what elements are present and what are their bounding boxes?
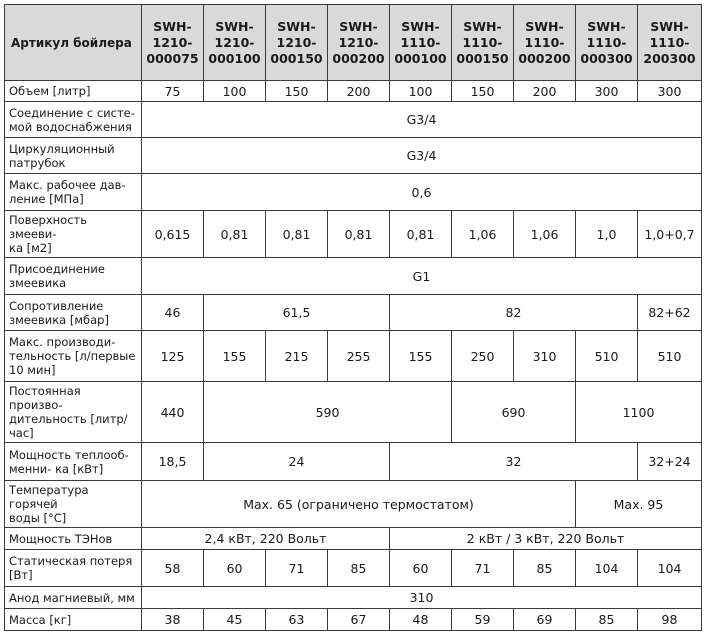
value-cell-mass: 38 [142,609,204,631]
row-label-line: ление [МПа] [9,192,84,206]
header-model-8 [576,5,638,81]
model-code-part: SWH- [277,18,316,34]
boiler-spec-table [4,4,702,631]
value-cell-static-loss: 60 [204,550,266,587]
row-label-water-connection [5,102,142,138]
model-code-part: 000150 [456,50,509,66]
value-cell-constant-performance: 440 [142,382,204,443]
row-label-magnesium-anode [5,587,142,609]
model-code-part: 1110- [649,34,690,50]
row-label-line: тельность [л/первые [9,349,136,363]
row-label-heat-exchanger-power [5,443,142,481]
model-code-part: 1210- [276,34,317,50]
row-label-line: Присоединение [9,262,105,276]
row-label-constant-performance [5,382,142,443]
row-label-line: дительность [литр/ [9,412,128,426]
model-code-part: 1110- [524,34,565,50]
value-cell-volume: 75 [142,81,204,102]
value-cell-static-loss: 85 [328,550,390,587]
table-row-heater-power [5,528,702,550]
value-cell-max-performance: 215 [266,331,328,382]
row-label-line: ка [м2] [9,241,52,255]
model-code-part: SWH- [401,18,440,34]
value-cell-heat-exchanger-power: 32 [390,443,638,481]
value-cell-mass: 67 [328,609,390,631]
row-label-hot-water-temp [5,481,142,528]
row-label-line: Температура горячей [9,483,89,511]
value-cell-mass: 98 [638,609,702,631]
value-cell-constant-performance: 1100 [576,382,702,443]
row-label-line: час] [9,426,34,440]
model-code-part: 000150 [270,50,323,66]
spec-table-container [4,4,702,631]
header-model-4 [328,5,390,81]
row-label-line: Циркуляционный [9,141,115,156]
table-row-volume [5,81,702,102]
row-label-line: Объем [литр] [9,84,91,98]
model-code-part: 000300 [580,50,633,66]
value-cell-coil-surface: 1,0 [576,211,638,258]
value-cell-static-loss: 104 [576,550,638,587]
value-cell-coil-surface: 0,81 [204,211,266,258]
model-code-part: 1110- [462,34,503,50]
value-cell-max-performance: 155 [204,331,266,382]
row-label-circulation-pipe [5,138,142,174]
value-cell-constant-performance: 590 [204,382,452,443]
value-cell-max-pressure: 0,6 [142,174,702,211]
value-cell-max-performance: 155 [390,331,452,382]
model-code-part: 000075 [146,50,199,66]
value-cell-heat-exchanger-power: 18,5 [142,443,204,481]
model-code-part: 000200 [332,50,385,66]
value-cell-mass: 69 [514,609,576,631]
value-cell-max-performance: 250 [452,331,514,382]
row-label-mass [5,609,142,631]
row-label-line: Мощность ТЭНов [9,531,113,546]
model-code-part: SWH- [215,18,254,34]
value-cell-coil-surface: 1,06 [452,211,514,258]
value-cell-coil-surface: 0,81 [328,211,390,258]
row-label-line: патрубок [9,155,66,170]
model-code-part: SWH- [650,18,689,34]
row-label-line: Статическая потеря [9,554,133,568]
row-label-line: Макс. производи- [9,335,116,349]
header-model-7 [514,5,576,81]
value-cell-max-performance: 510 [638,331,702,382]
value-cell-mass: 63 [266,609,328,631]
value-cell-static-loss: 104 [638,550,702,587]
value-cell-volume: 200 [328,81,390,102]
value-cell-coil-surface: 1,0+0,7 [638,211,702,258]
model-code-part: 1110- [586,34,627,50]
model-code-part: 000100 [208,50,261,66]
table-row-heat-exchanger-power [5,443,702,481]
value-cell-constant-performance: 690 [452,382,576,443]
model-code-part: SWH- [525,18,564,34]
table-row-water-connection [5,102,702,138]
table-row-max-performance [5,331,702,382]
value-cell-static-loss: 71 [266,550,328,587]
row-label-max-pressure [5,174,142,211]
value-cell-heat-exchanger-power: 24 [204,443,390,481]
model-code-part: SWH- [339,18,378,34]
row-label-line: воды [°C] [9,511,67,525]
header-model-6 [452,5,514,81]
value-cell-hot-water-temp: Max. 65 (ограничено термостатом) [142,481,576,528]
model-code-part: SWH- [587,18,626,34]
value-cell-volume: 100 [390,81,452,102]
table-row-magnesium-anode [5,587,702,609]
value-cell-coil-surface: 0,81 [266,211,328,258]
value-cell-volume: 300 [638,81,702,102]
value-cell-circulation-pipe: G3/4 [142,138,702,174]
table-row-constant-performance [5,382,702,443]
value-cell-coil-resistance: 46 [142,295,204,331]
value-cell-volume: 300 [576,81,638,102]
value-cell-coil-resistance: 82+62 [638,295,702,331]
model-code-part: SWH- [463,18,502,34]
model-code-part: SWH- [153,18,192,34]
model-code-part: 1210- [338,34,379,50]
value-cell-coil-resistance: 82 [390,295,638,331]
row-label-line: змеевика [мбар] [9,312,109,327]
row-label-line: Мощность теплооб- [9,447,129,462]
value-cell-hot-water-temp: Max. 95 [576,481,702,528]
model-code-part: 1210- [152,34,193,50]
value-cell-volume: 150 [266,81,328,102]
header-model-2 [204,5,266,81]
value-cell-max-performance: 125 [142,331,204,382]
value-cell-volume: 100 [204,81,266,102]
row-label-line: мой водоснабжения [9,119,132,134]
row-label-line: змеевика [9,276,67,290]
table-row-coil-connection [5,258,702,295]
value-cell-water-connection: G3/4 [142,102,702,138]
value-cell-volume: 200 [514,81,576,102]
value-cell-max-performance: 510 [576,331,638,382]
table-row-hot-water-temp [5,481,702,528]
row-label-static-loss [5,550,142,587]
row-label-coil-surface [5,211,142,258]
value-cell-coil-resistance: 61,5 [204,295,390,331]
table-row-circulation-pipe [5,138,702,174]
value-cell-mass: 48 [390,609,452,631]
row-label-max-performance [5,331,142,382]
header-model-5 [390,5,452,81]
row-label-line: Соединение с систе- [9,105,135,120]
row-label-line: Макс. рабочее дав- [9,178,126,192]
row-label-line: 10 мин] [9,363,56,377]
value-cell-mass: 45 [204,609,266,631]
row-label-line: Поверхность змееви- [9,213,87,241]
row-label-line: Масса [кг] [9,612,72,627]
value-cell-static-loss: 85 [514,550,576,587]
value-cell-static-loss: 71 [452,550,514,587]
table-row-mass [5,609,702,631]
value-cell-heat-exchanger-power: 32+24 [638,443,702,481]
table-body [5,81,702,631]
value-cell-max-performance: 310 [514,331,576,382]
value-cell-coil-surface: 0,615 [142,211,204,258]
model-code-part: 1210- [214,34,255,50]
row-label-line: Сопротивление [9,298,104,313]
table-row-coil-resistance [5,295,702,331]
value-cell-magnesium-anode: 310 [142,587,702,609]
value-cell-heater-power: 2 кВт / 3 кВт, 220 Вольт [390,528,702,550]
row-label-coil-connection [5,258,142,295]
value-cell-volume: 150 [452,81,514,102]
header-row [5,5,702,81]
model-code-part: 200300 [643,50,696,66]
row-label-volume [5,81,142,102]
table-row-coil-surface [5,211,702,258]
header-model-9 [638,5,702,81]
header-model-3 [266,5,328,81]
value-cell-static-loss: 60 [390,550,452,587]
model-code-part: 1110- [400,34,441,50]
header-corner-cell: Артикул бойлера [5,5,142,81]
value-cell-mass: 59 [452,609,514,631]
table-row-static-loss [5,550,702,587]
model-code-part: 000100 [394,50,447,66]
header-model-1 [142,5,204,81]
row-label-line: Постоянная произво- [9,384,81,412]
value-cell-coil-surface: 1,06 [514,211,576,258]
value-cell-mass: 85 [576,609,638,631]
table-row-max-pressure [5,174,702,211]
value-cell-coil-connection: G1 [142,258,702,295]
row-label-heater-power [5,528,142,550]
model-code-part: 000200 [518,50,571,66]
value-cell-heater-power: 2,4 кВт, 220 Вольт [142,528,390,550]
row-label-line: [Вт] [9,568,33,582]
row-label-line: менни- ка [кВт] [9,461,104,476]
value-cell-coil-surface: 0,81 [390,211,452,258]
value-cell-static-loss: 58 [142,550,204,587]
row-label-coil-resistance [5,295,142,331]
value-cell-max-performance: 255 [328,331,390,382]
row-label-line: Анод магниевый, мм [9,590,135,605]
